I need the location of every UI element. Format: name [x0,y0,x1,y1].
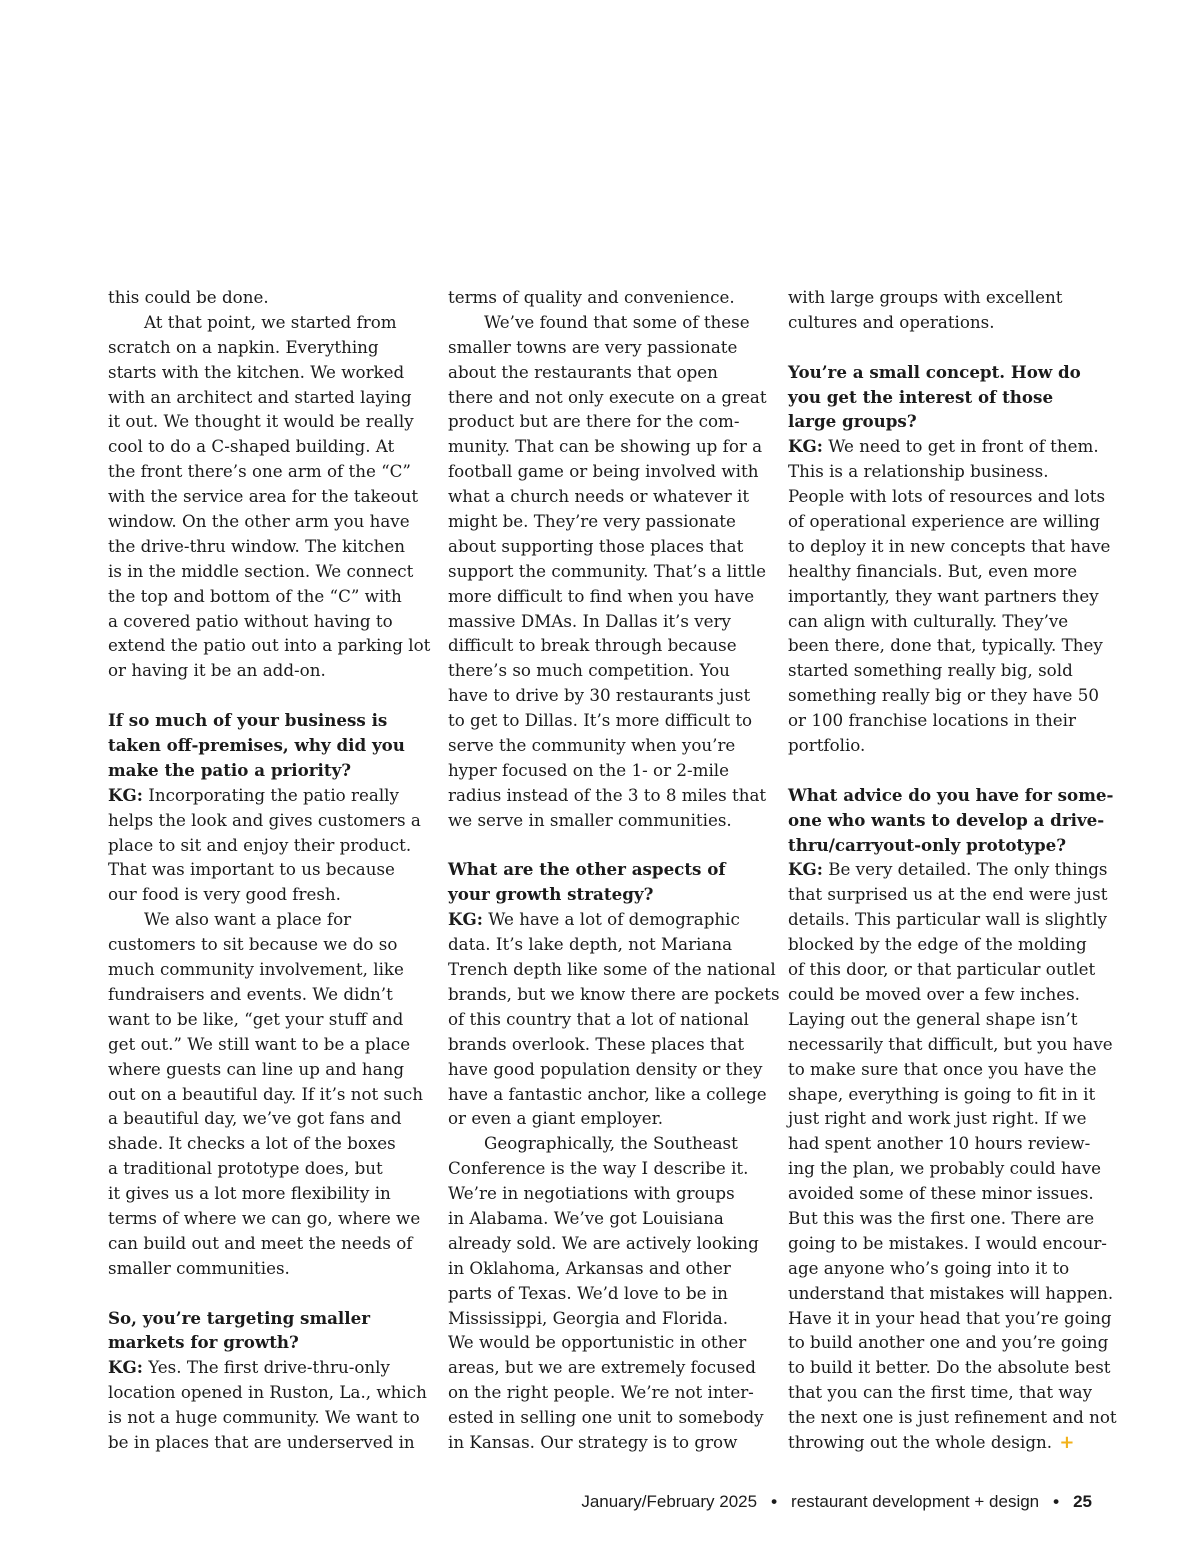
body-line: in Oklahoma, Arkansas and other [448,1257,731,1278]
body-line [788,1430,1104,1455]
final-sentence: throwing out the whole design. [788,1431,1053,1452]
body-line: We also want a place for [144,909,352,930]
body-line: can align with culturally. They’ve [788,610,1069,631]
body-line: ested in selling one unit to somebody [448,1407,764,1428]
body-line: a beautiful day, we’ve got fans and [108,1108,402,1129]
body-line: data. It’s lake depth, not Mariana [448,934,733,955]
body-line: could be moved over a few inches. [788,983,1080,1004]
body-line: We’re in negotiations with groups [448,1183,735,1204]
body-line: it gives us a lot more flexibility in [108,1183,391,1204]
body-line: is not a huge community. We want to [108,1407,420,1428]
end-mark-icon: + [1059,1431,1075,1453]
body-line: Geographically, the Southeast [484,1133,738,1154]
answer-text: Be very detailed. The only things [822,859,1108,880]
body-line: out on a beautiful day. If it’s not such [108,1083,423,1104]
body-line: age anyone who’s going into it to [788,1257,1070,1278]
body-line: cool to do a C-shaped building. At [108,436,395,457]
body-line: munity. That can be showing up for a [448,436,763,457]
speaker-label: KG: [788,436,823,457]
speaker-label: KG: [108,1357,143,1378]
body-line: shape, everything is going to fit in it [788,1083,1096,1104]
body-line: This is a relationship business. [788,461,1049,482]
body-line: or having it be an add-on. [108,660,326,681]
body-line: the front there’s one arm of the “C” [108,461,411,482]
body-line: product but are there for the com- [448,411,740,432]
body-line: Laying out the general shape isn’t [788,1008,1078,1029]
magazine-name: restaurant development + design [791,1492,1040,1511]
body-line: fundraisers and events. We didn’t [108,983,393,1004]
body-line: importantly, they want partners they [788,585,1099,606]
paragraph-gap [448,833,770,858]
article-column-1 [108,285,430,1455]
body-line: to get to Dillas. It’s more difficult to [448,710,753,731]
body-line: radius instead of the 3 to 8 miles that [448,784,767,805]
body-line: smaller communities. [108,1257,290,1278]
body-line: on the right people. We’re not inter- [448,1382,754,1403]
body-line: been there, done that, typically. They [788,635,1103,656]
bullet-separator: • [1053,1492,1060,1511]
body-line: or even a giant employer. [448,1108,664,1129]
page-number: 25 [1073,1492,1092,1511]
interview-question: make the patio a priority? [108,759,352,780]
answer-text: We need to get in front of them. [822,436,1099,457]
body-line: get out.” We still want to be a place [108,1033,411,1054]
article-column-2 [448,285,780,1455]
body-line: much community involvement, like [108,959,404,980]
body-line: this could be done. [108,287,269,307]
body-line: Trench depth like some of the national [448,959,776,980]
answer-line [448,907,770,932]
body-line: difficult to break through because [448,635,737,656]
body-line: areas, but we are extremely focused [448,1357,756,1378]
body-line: about supporting those places that [448,535,744,556]
body-line: already sold. We are actively looking [448,1232,759,1253]
body-line: the top and bottom of the “C” with [108,585,402,606]
body-line: be in places that are underserved in [108,1431,415,1452]
paragraph-gap [108,1281,430,1306]
answer-text: We have a lot of demographic [482,909,740,930]
body-line: there and not only execute on a great [448,386,767,407]
body-line: brands, but we know there are pockets [448,983,780,1004]
interview-question: one who wants to develop a drive- [788,809,1105,830]
body-line: massive DMAs. In Dallas it’s very [448,610,731,631]
body-line: healthy financials. But, even more [788,560,1078,581]
article-column-3 [788,285,1117,1455]
body-line: starts with the kitchen. We worked [108,361,405,382]
paragraph-gap [108,683,430,708]
body-line: cultures and operations. [788,311,995,332]
issue-date: January/February 2025 [581,1492,758,1511]
body-line: blocked by the edge of the molding [788,934,1087,955]
body-line: details. This particular wall is slightly [788,909,1108,930]
body-line: started something really big, sold [788,660,1073,681]
body-line: have good population density or they [448,1058,763,1079]
body-line: portfolio. [788,735,866,756]
body-line: with the service area for the takeout [108,486,419,507]
body-line: But this was the first one. There are [788,1207,1095,1228]
answer-text: Incorporating the patio really [142,784,399,805]
speaker-label: KG: [108,784,143,805]
body-line: parts of Texas. We’d love to be in [448,1282,728,1303]
body-line: where guests can line up and hang [108,1058,404,1079]
body-line: place to sit and enjoy their product. [108,834,412,855]
body-line: Have it in your head that you’re going [788,1307,1112,1328]
body-line: serve the community when you’re [448,735,736,756]
body-line: avoided some of these minor issues. [788,1183,1094,1204]
body-line: what a church needs or whatever it [448,486,750,507]
page-footer [581,1492,1092,1512]
interview-question: markets for growth? [108,1332,299,1353]
body-line: want to be like, “get your stuff and [108,1008,404,1029]
body-line: going to be mistakes. I would encour- [788,1232,1107,1253]
body-line: We would be opportunistic in other [448,1332,747,1353]
body-line: to build another one and you’re going [788,1332,1109,1353]
body-line: ing the plan, we probably could have [788,1158,1102,1179]
body-line: At that point, we started from [144,311,397,332]
body-line: about the restaurants that open [448,361,718,382]
answer-line [788,434,1104,459]
interview-question: your growth strategy? [448,884,654,905]
body-line: with large groups with excellent [788,287,1063,307]
body-line: window. On the other arm you have [108,511,410,532]
body-line: to make sure that once you have the [788,1058,1097,1079]
body-line: That was important to us because [108,859,395,880]
body-line: our food is very good fresh. [108,884,341,905]
body-line: extend the patio out into a parking lot [108,635,431,656]
interview-question: What advice do you have for some- [788,784,1114,805]
body-line: brands overlook. These places that [448,1033,745,1054]
body-line: more difficult to find when you have [448,585,755,606]
body-line: to deploy it in new concepts that have [788,535,1111,556]
interview-question: What are the other aspects of [448,859,726,880]
body-line: have to drive by 30 restaurants just [448,685,751,706]
interview-question: You’re a small concept. How do [788,361,1081,382]
body-line: something really big or they have 50 [788,685,1099,706]
interview-question: thru/carryout-only prototype? [788,834,1067,855]
body-line: shade. It checks a lot of the boxes [108,1133,396,1154]
body-line: necessarily that difficult, but you have [788,1033,1113,1054]
interview-question: taken off-premises, why did you [108,735,405,756]
body-line: understand that mistakes will happen. [788,1282,1114,1303]
body-line: the next one is just refinement and not [788,1407,1117,1428]
body-line: location opened in Ruston, La., which [108,1382,427,1403]
body-line: People with lots of resources and lots [788,486,1106,507]
body-line: a covered patio without having to [108,610,393,631]
body-line: we serve in smaller communities. [448,809,732,830]
interview-question: you get the interest of those [788,386,1054,407]
body-line: or 100 franchise locations in their [788,710,1076,731]
body-line: have a fantastic anchor, like a college [448,1083,767,1104]
answer-line [108,783,430,808]
body-line: customers to sit because we do so [108,934,398,955]
speaker-label: KG: [448,909,483,930]
body-line: of this country that a lot of national [448,1008,749,1029]
body-line: We’ve found that some of these [484,311,750,332]
body-line: helps the look and gives customers a [108,809,421,830]
body-line: in Kansas. Our strategy is to grow [448,1431,738,1452]
body-line: support the community. That’s a little [448,560,766,581]
interview-question: large groups? [788,411,917,432]
body-line: there’s so much competition. You [448,660,730,681]
body-line: Mississippi, Georgia and Florida. [448,1307,729,1328]
body-line: the drive-thru window. The kitchen [108,535,405,556]
body-line: a traditional prototype does, but [108,1158,383,1179]
body-line: had spent another 10 hours review- [788,1133,1091,1154]
body-line: it out. We thought it would be really [108,411,414,432]
body-line: in Alabama. We’ve got Louisiana [448,1207,724,1228]
body-line: of operational experience are willing [788,511,1100,532]
body-line: that surprised us at the end were just [788,884,1108,905]
interview-question: So, you’re targeting smaller [108,1307,370,1328]
body-line: Conference is the way I describe it. [448,1158,749,1179]
body-line: scratch on a napkin. Everything [108,336,379,357]
body-line: football game or being involved with [448,461,759,482]
body-line: smaller towns are very passionate [448,336,738,357]
body-line: to build it better. Do the absolute best [788,1357,1111,1378]
answer-text: Yes. The first drive-thru-only [142,1357,390,1378]
body-line: terms of quality and convenience. [448,287,735,307]
body-line: might be. They’re very passionate [448,511,736,532]
body-line: that you can the first time, that way [788,1382,1093,1403]
body-line: with an architect and started laying [108,386,412,407]
body-line: hyper focused on the 1- or 2-mile [448,759,730,780]
body-line: terms of where we can go, where we [108,1207,421,1228]
answer-line [108,1355,430,1380]
bullet-separator: • [771,1492,778,1511]
body-line: can build out and meet the needs of [108,1232,413,1253]
interview-question: If so much of your business is [108,710,388,731]
paragraph-gap [788,335,1104,360]
paragraph-gap [788,758,1104,783]
body-line: of this door, or that particular outlet [788,959,1096,980]
body-line: just right and work just right. If we [788,1108,1087,1129]
answer-line [788,857,1108,882]
body-line: is in the middle section. We connect [108,560,414,581]
speaker-label: KG: [788,859,823,880]
